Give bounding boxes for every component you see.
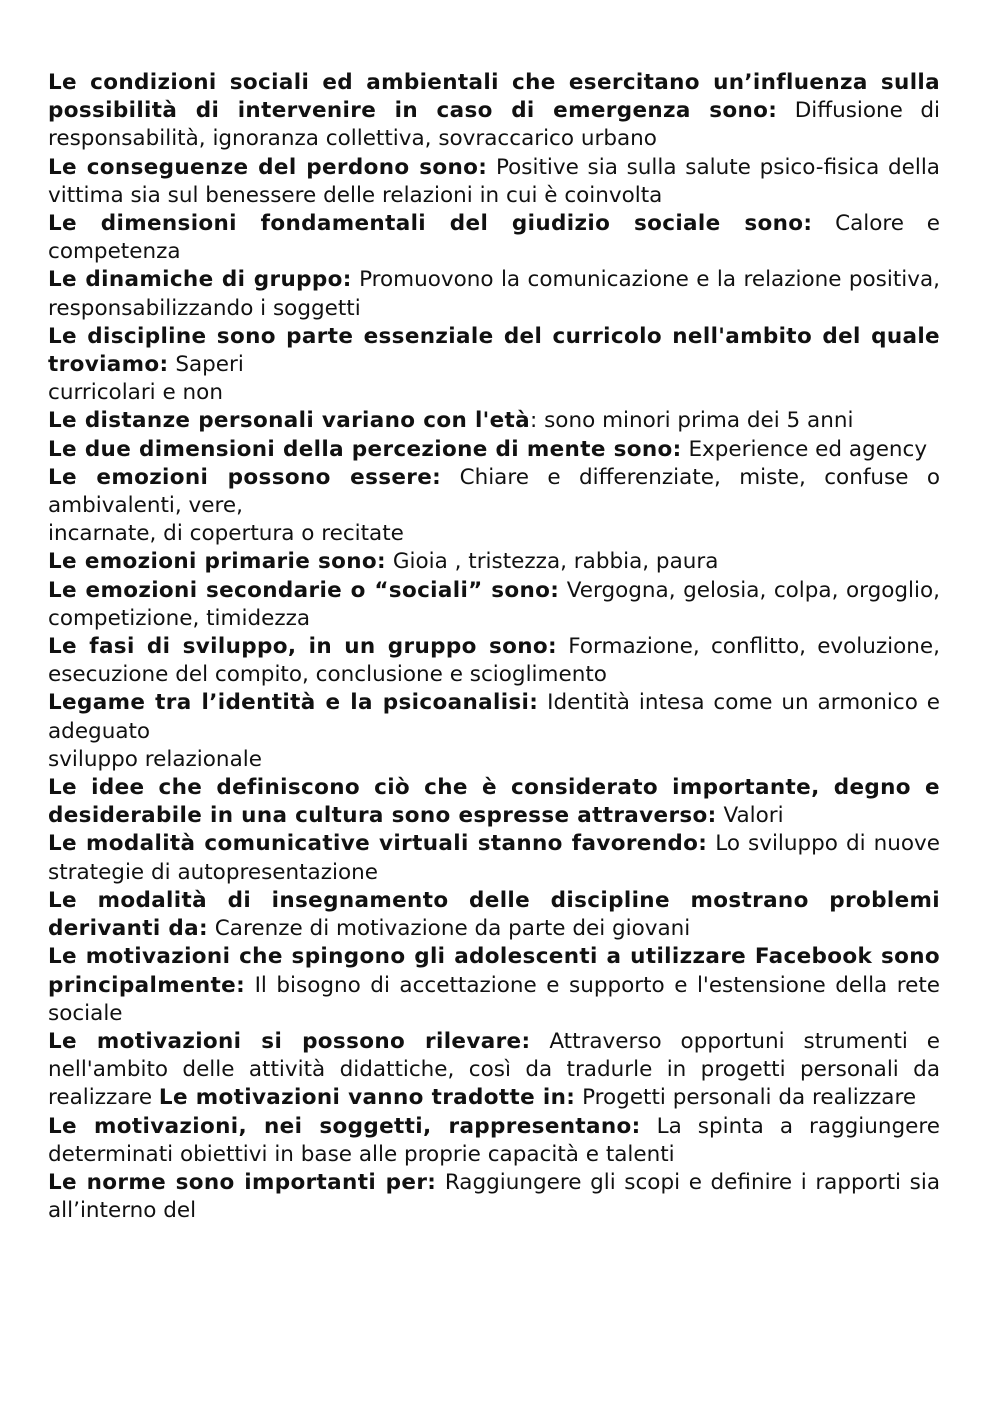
entry-question: Le discipline sono parte essenziale del curricolo nell'ambito del quale troviamo: <box>48 323 940 378</box>
entry-answer: Chiare e differenziate, miste, confuse o ambivalenti, vere, <box>48 464 941 519</box>
entry-continuation: incarnate, di copertura o recitate <box>48 521 404 547</box>
entry-identita-psicoanalisi <box>48 689 940 745</box>
entry-emozioni-secondarie <box>48 577 940 633</box>
entry-answer: Vergogna, gelosia, colpa, orgoglio, competizione, timidezza <box>48 577 940 631</box>
entry-idee-valori <box>48 774 940 830</box>
entry-emozioni-possono <box>48 464 940 520</box>
entry-question: Le conseguenze del perdono sono: <box>48 154 488 180</box>
entry-question: Le dinamiche di gruppo: <box>48 267 352 293</box>
entry-question: Le due dimensioni della percezione di mente sono: <box>48 436 682 462</box>
entry-answer: Saperi <box>175 352 244 378</box>
entry-answer: Positive sia sulla salute psico-fisica della vittima sia sul benessere delle relazioni in cui è coinvolta <box>48 154 940 208</box>
entry-question: Le condizioni sociali ed ambientali che esercitano un’influenza sulla possibilità di intervenire in caso di emergenza sono: <box>48 70 940 124</box>
entry-question: Le modalità comunicative virtuali stanno favorendo: <box>48 831 708 857</box>
entry-question: Le distanze personali variano con l'età <box>48 408 531 434</box>
entry-percezione-mente <box>48 436 940 464</box>
entry-modalita-virtuali <box>48 830 940 886</box>
entry-conseguenze-perdono <box>48 154 940 210</box>
entry-question: Le fasi di sviluppo, in un gruppo sono: <box>48 634 558 660</box>
entry-question: Le motivazioni, nei soggetti, rappresentano: <box>48 1113 641 1139</box>
entry-answer: Il bisogno di accettazione e supporto e l'estensione della rete sociale <box>48 972 940 1026</box>
entry-answer: La spinta a raggiungere determinati obiettivi in base alle proprie capacità e talenti <box>48 1113 941 1167</box>
entry-norme-importanti <box>48 1169 940 1225</box>
entry-motivazioni-facebook <box>48 943 940 1028</box>
entry-answer: Carenze di motivazione da parte dei giovani <box>214 916 691 942</box>
entry-dimensioni-giudizio <box>48 210 940 266</box>
entry-continuation: curricolari e non <box>48 380 223 406</box>
entry-distanze-personali <box>48 407 940 435</box>
entry-question: Le idee che definiscono ciò che è considerato importante, degno e desiderabile in una cultura sono espresse attraverso: <box>48 775 940 829</box>
entry-motivazioni-rilevare <box>48 1028 940 1113</box>
entry-answer: Attraverso opportuni strumenti e nell'ambito delle attività didattiche, così da tradurle in progetti personali da realizzare <box>48 1028 940 1111</box>
entry-emozioni-primarie <box>48 548 940 576</box>
entry-question: Le dimensioni fondamentali del giudizio sociale sono: <box>48 211 813 237</box>
entry-fasi-sviluppo <box>48 633 940 689</box>
entry-answer: Formazione, conflitto, evoluzione, esecuzione del compito, conclusione e scioglimento <box>48 634 940 688</box>
entry-condizioni-emergenza <box>48 69 940 154</box>
entry-answer: Raggiungere gli scopi e definire i rapporti sia all’interno del <box>48 1169 940 1224</box>
entry-answer: Diffusione di responsabilità, ignoranza collettiva, sovraccarico urbano <box>48 98 941 152</box>
entry-answer: Progetti personali da realizzare <box>582 1085 917 1111</box>
entry-question: Le emozioni primarie sono: <box>48 549 386 575</box>
entry-answer: Identità intesa come un armonico e adeguato <box>48 690 940 744</box>
entry-question: Le motivazioni vanno tradotte in: <box>158 1085 576 1111</box>
entry-discipline-curricolo <box>48 323 940 379</box>
entry-modalita-insegnamento <box>48 887 940 943</box>
entry-answer: Gioia , tristezza, rabbia, paura <box>392 549 719 575</box>
entry-answer: Lo sviluppo di nuove strategie di autopresentazione <box>48 831 940 885</box>
entry-continuation: sviluppo relazionale <box>48 746 262 772</box>
entry-answer: Valori <box>723 803 784 829</box>
entry-question: Le norme sono importanti per: <box>48 1169 437 1195</box>
entry-motivazioni-rappresentano <box>48 1113 940 1169</box>
entry-dinamiche-gruppo <box>48 266 940 322</box>
entry-answer: : sono minori prima dei 5 anni <box>530 408 854 434</box>
entry-question: Le emozioni possono essere: <box>48 464 442 490</box>
entry-question: Le motivazioni che spingono gli adolescenti a utilizzare Facebook sono principalmente: <box>48 944 940 998</box>
entry-answer: Experience ed agency <box>688 436 928 462</box>
entry-question: Le motivazioni si possono rilevare: <box>48 1028 531 1054</box>
entry-answer: Promuovono la comunicazione e la relazione positiva, responsabilizzando i soggetti <box>48 267 940 321</box>
entry-question: Le modalità di insegnamento delle discipline mostrano problemi derivanti da: <box>48 887 940 942</box>
entry-question: Le emozioni secondarie o “sociali” sono: <box>48 577 560 603</box>
entry-question: Legame tra l’identità e la psicoanalisi: <box>48 690 539 716</box>
document-page <box>48 69 940 1225</box>
entry-answer: Calore e competenza <box>48 211 940 265</box>
